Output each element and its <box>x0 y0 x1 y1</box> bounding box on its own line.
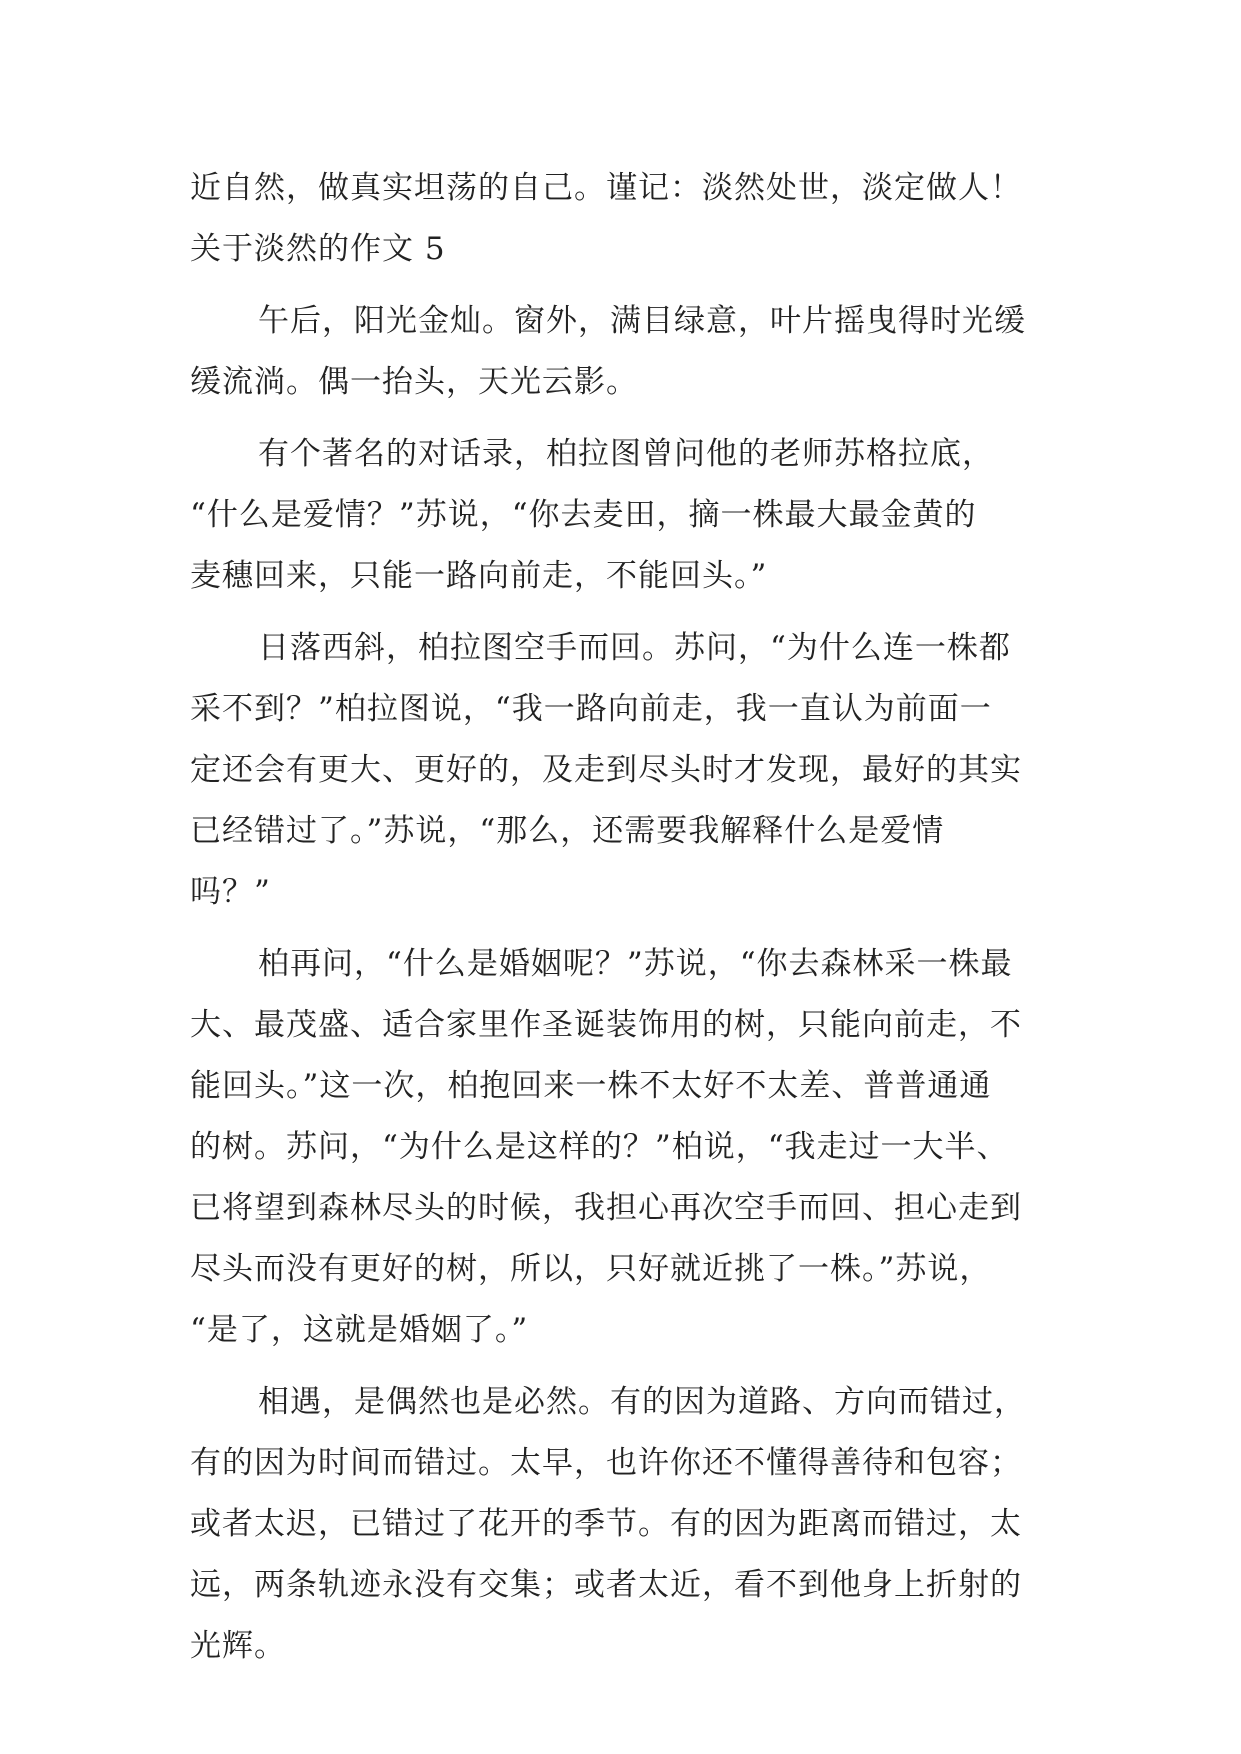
text-line: 大、最茂盛、适合家里作圣诞装饰用的树，只能向前走，不 <box>190 1007 1022 1043</box>
text-line: 定还会有更大、更好的，及走到尽头时才发现，最好的其实 <box>190 752 1022 788</box>
text-line: 有个著名的对话录，柏拉图曾问他的老师苏格拉底， <box>258 436 994 472</box>
text-line: 已经错过了。”苏说，“那么，还需要我解释什么是爱情 <box>190 813 945 849</box>
text-line: 吗？” <box>190 874 271 910</box>
text-line: 已将望到森林尽头的时候，我担心再次空手而回、担心走到 <box>190 1190 1022 1226</box>
text-line: “是了，这就是婚姻了。” <box>190 1312 529 1348</box>
text-line: 远，两条轨迹永没有交集；或者太近，看不到他身上折射的 <box>190 1567 1022 1603</box>
text-line: 缓流淌。偶一抬头，天光云影。 <box>190 364 638 400</box>
text-line: 日落西斜，柏拉图空手而回。苏问，“为什么连一株都 <box>258 630 1011 666</box>
text-line: 麦穗回来，只能一路向前走，不能回头。” <box>190 558 768 594</box>
text-line: 午后，阳光金灿。窗外，满目绿意，叶片摇曳得时光缓 <box>258 303 1026 339</box>
text-line: 或者太迟，已错过了花开的季节。有的因为距离而错过，太 <box>190 1506 1022 1542</box>
text-line: 能回头。”这一次，柏抱回来一株不太好不太差、普普通通 <box>190 1068 992 1104</box>
text-line: 柏再问，“什么是婚姻呢？”苏说，“你去森林采一株最 <box>258 946 1013 982</box>
text-line: 尽头而没有更好的树，所以，只好就近挑了一株。”苏说， <box>190 1251 992 1287</box>
body-text <box>190 158 1050 1677</box>
text-line: 的树。苏问，“为什么是这样的？”柏说，“我走过一大半、 <box>190 1129 1009 1165</box>
text-line: 有的因为时间而错过。太早，也许你还不懂得善待和包容； <box>190 1445 1022 1481</box>
text-line: 近自然，做真实坦荡的自己。谨记：淡然处世，淡定做人！ <box>190 170 1022 206</box>
text-line: 光辉。 <box>190 1628 286 1664</box>
text-line: 相遇，是偶然也是必然。有的因为道路、方向而错过， <box>258 1384 1026 1420</box>
text-line: 采不到？”柏拉图说，“我一路向前走，我一直认为前面一 <box>190 691 992 727</box>
essay-heading: 关于淡然的作文 5 <box>190 231 446 267</box>
text-line: “什么是爱情？”苏说，“你去麦田，摘一株最大最金黄的 <box>190 497 977 533</box>
